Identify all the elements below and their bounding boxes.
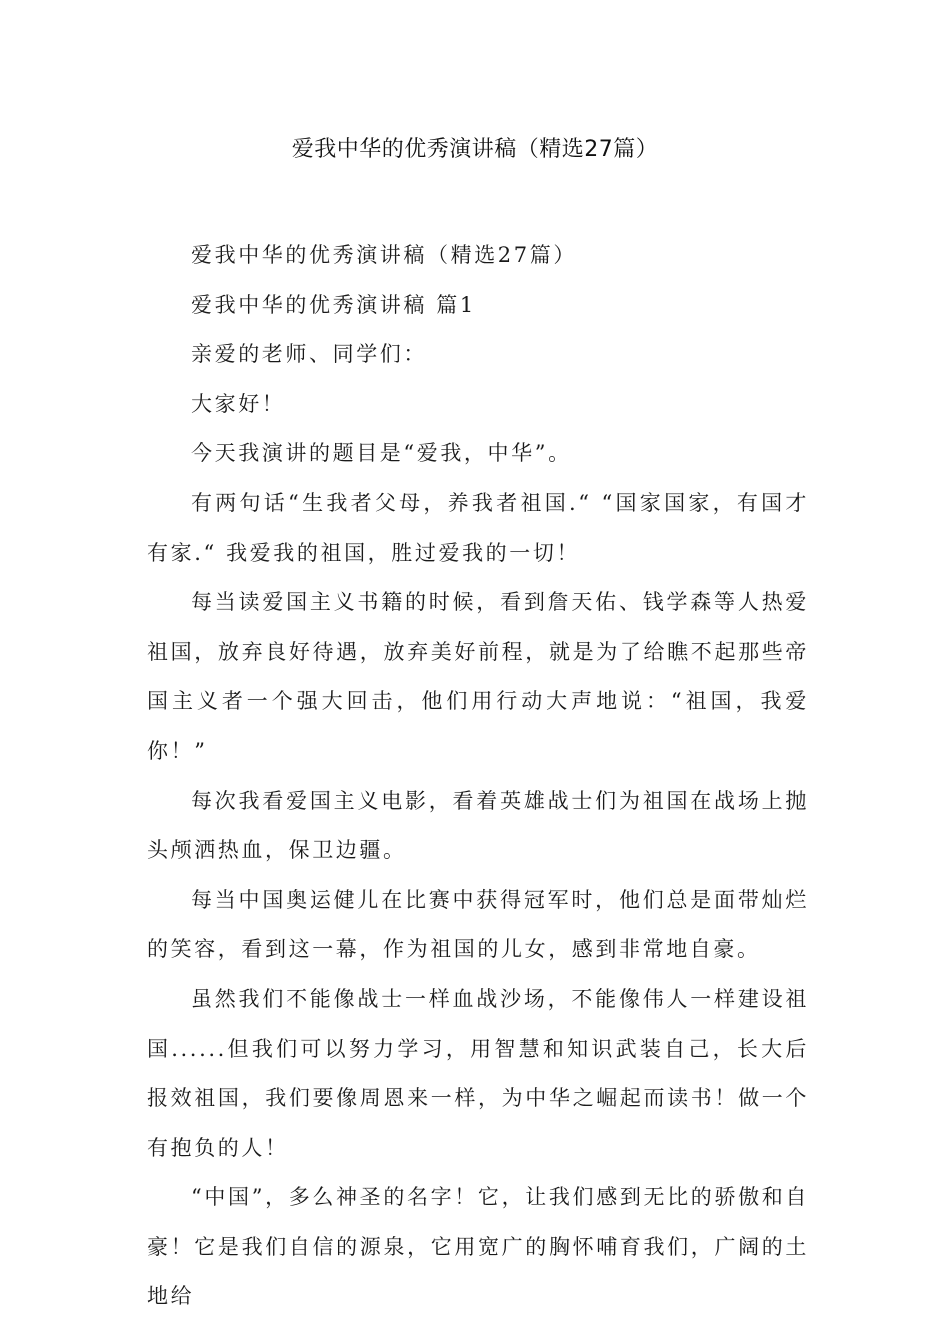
paragraph-body: 有两句话“生我者父母，养我者祖国.“ “国家国家，有国才有家.“ 我爱我的祖国，胜过爱我的一切！ xyxy=(147,490,809,565)
paragraph-body: 每次我看爱国主义电影，看着英雄战士们为祖国在战场上抛头颅洒热血，保卫边疆。 xyxy=(147,788,809,863)
paragraph-subtitle: 爱我中华的优秀演讲稿（精选27篇） xyxy=(191,243,577,267)
document-title: 爱我中华的优秀演讲稿（精选27篇） xyxy=(291,137,659,162)
paragraph-body: 每当读爱国主义书籍的时候，看到詹天佑、钱学森等人热爱祖国，放弃良好待遇，放弃美好前程，就是为了给瞧不起那些帝国主义者一个强大回击，他们用行动大声地说：“祖国，我爱你！” xyxy=(147,590,809,763)
paragraph-salutation: 亲爱的老师、同学们： xyxy=(191,342,427,367)
document-body xyxy=(147,231,809,1322)
paragraph-body: “中国”，多么神圣的名字！它，让我们感到无比的骄傲和自豪！它是我们自信的源泉，它用宽广的胸怀哺育我们，广阔的土地给 xyxy=(147,1185,809,1309)
paragraph-topic: 今天我演讲的题目是“爱我，中华”。 xyxy=(191,441,572,466)
paragraph-body: 虽然我们不能像战士一样血战沙场，不能像伟人一样建设祖国......但我们可以努力学习，用智慧和知识武装自己，长大后报效祖国，我们要像周恩来一样，为中华之崛起而读书！做一个有抱负的人！ xyxy=(147,986,809,1160)
paragraph-body: 每当中国奥运健儿在比赛中获得冠军时，他们总是面带灿烂的笑容，看到这一幕，作为祖国的儿女，感到非常地自豪。 xyxy=(147,887,809,962)
paragraph-section-heading: 爱我中华的优秀演讲稿 篇1 xyxy=(191,292,476,317)
paragraph-greeting: 大家好！ xyxy=(191,391,286,416)
